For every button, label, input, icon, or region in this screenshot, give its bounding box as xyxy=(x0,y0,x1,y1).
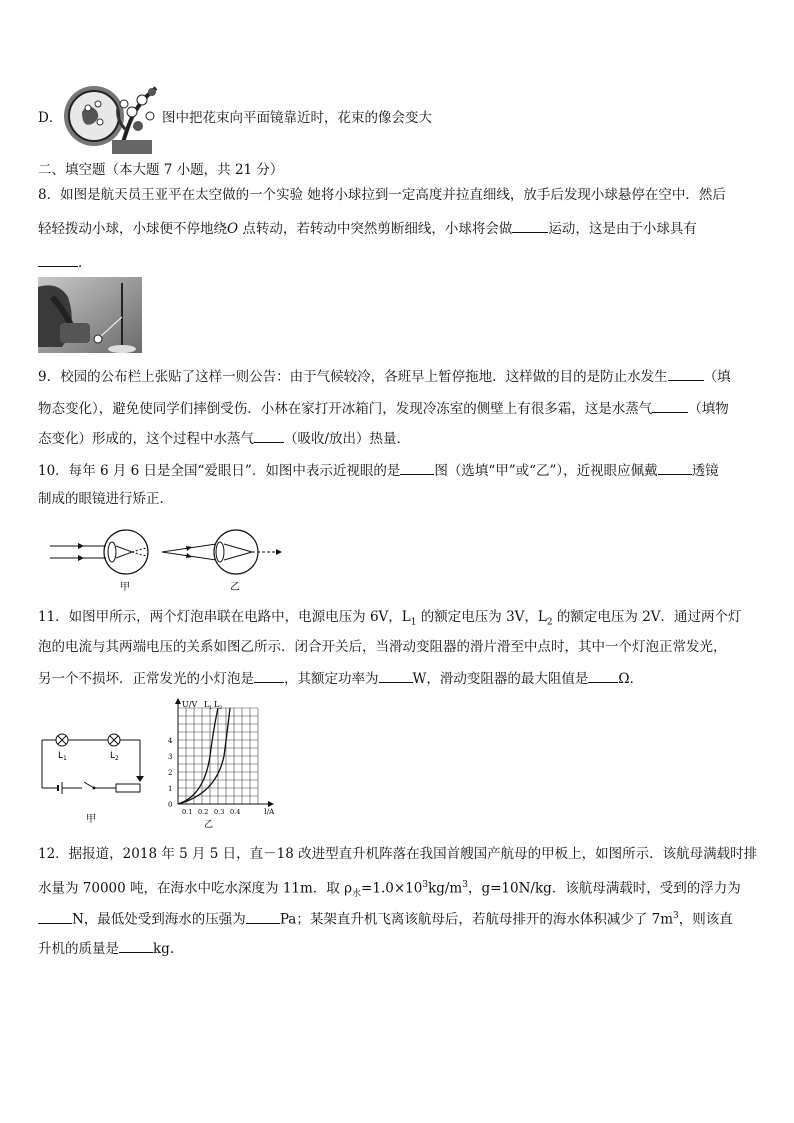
q10-line2: 制成的眼镜进行矫正． xyxy=(38,491,173,507)
eye-diagram-b xyxy=(162,530,282,593)
section-heading: 二、填空题（本大题 7 小题，共 21 分） xyxy=(38,162,284,178)
option-d xyxy=(38,109,62,127)
eye-label-b: 乙 xyxy=(230,582,240,593)
circuit-diagram xyxy=(38,726,158,826)
q12-blank-1[interactable] xyxy=(38,909,72,924)
q10-blank-1[interactable] xyxy=(400,460,434,475)
q12-blank-2[interactable] xyxy=(246,909,280,924)
eye-diagrams xyxy=(50,524,290,594)
q11-line2: 泡的电流与其两端电压的关系如图乙所示．闭合开关后，当滑动变阻器的滑片滑至中点时，其中一个灯泡正常发光， xyxy=(38,639,727,655)
svg-text:4: 4 xyxy=(168,737,173,745)
svg-text:0.1: 0.1 xyxy=(182,808,193,816)
q12-line1: 12．据报道，2018 年 5 月 5 日，直－18 改进型直升机阵落在我国首艘国产航母的甲板上，如图所示．该航母满载时排 xyxy=(38,846,758,862)
q12-line2: 水量为 70000 吨，在海水中吃水深度为 11m．取 $\rho_水=1.0\times 10^3kg/m^3$，g=10N/kg．该航母满载时，受到的浮力为 xyxy=(38,880,741,900)
q9-line1: 9．校园的公布栏上张贴了这样一则公告：由于气候较冷，各班早上暂停拖地．这样做的目的是防止水发生 （填 xyxy=(38,366,731,386)
graph-label: 乙 xyxy=(204,820,214,830)
q11-line3: 另一个不损坏．正常发光的小灯泡是 ，其额定功率为 W，滑动变阻器的最大阻值是 Ω． xyxy=(38,668,643,688)
q11-line1: 11．如图甲所示，两个灯泡串联在电路中，电源电压为 6V，$L_1$ 的额定电压为 3V，$L_2$ 的额定电压为 2V．通过两个灯 xyxy=(38,609,742,628)
rheostat-icon xyxy=(116,784,140,792)
q8-line2: 轻轻拨动小球，小球便不停地绕O 点转动，若转动中突然剪断细线，小球将会做 运动，这是由于小球具有 xyxy=(38,218,697,238)
option-d-text: 图中把花束向平面镜靠近时，花束的像会变大 xyxy=(162,110,432,126)
svg-text:2: 2 xyxy=(219,705,223,711)
svg-text:I/A: I/A xyxy=(264,808,275,816)
q10-line1: 10．每年 6 月 6 日是全国“爱眼日”．如图中表示近视眼的是 图（选填“甲”或“乙”），近视眼应佩戴 透镜 xyxy=(38,460,719,480)
point-o: O xyxy=(227,221,239,237)
svg-text:0.2: 0.2 xyxy=(198,808,209,816)
q11-blank-3[interactable] xyxy=(588,668,618,683)
q10-blank-2[interactable] xyxy=(658,460,692,475)
svg-text:L: L xyxy=(110,751,116,761)
svg-text:1: 1 xyxy=(209,705,213,711)
circuit-label: 甲 xyxy=(86,814,96,825)
q12-line4: 升机的质量是 kg. xyxy=(38,938,174,958)
svg-text:L: L xyxy=(214,700,220,709)
svg-text:1: 1 xyxy=(168,785,173,793)
q8-line1: 8．如图是航天员王亚平在太空做的一个实验 她将小球拉到一定高度并拉直细线，放手后发现小球悬停在空中．然后 xyxy=(38,187,726,203)
q9-line2: 物态变化），避免使同学们摔倒受伤．小林在家打开冰箱门，发现冷冻室的侧壁上有很多霜，这是水蒸气 （填物 xyxy=(38,398,729,418)
svg-text:U/V: U/V xyxy=(182,700,198,709)
svg-text:0: 0 xyxy=(168,801,173,809)
svg-text:L: L xyxy=(204,700,210,709)
svg-text:2: 2 xyxy=(115,755,119,762)
svg-text:L: L xyxy=(58,751,64,761)
q8-blank-2[interactable] xyxy=(38,252,78,267)
q9-blank-3[interactable] xyxy=(254,428,284,443)
flower-mirror-image xyxy=(62,82,160,154)
astronaut-photo xyxy=(38,277,142,353)
q9-blank-2[interactable] xyxy=(652,398,688,413)
svg-text:0.4: 0.4 xyxy=(230,808,241,816)
svg-text:1: 1 xyxy=(63,755,67,762)
q9-line3: 态变化）形成的，这个过程中水蒸气 （吸收/放出）热量． xyxy=(38,428,410,448)
iv-graph xyxy=(164,696,290,830)
svg-text:3: 3 xyxy=(168,753,173,761)
q11-blank-2[interactable] xyxy=(379,668,413,683)
q12-blank-3[interactable] xyxy=(119,938,153,953)
svg-text:0.3: 0.3 xyxy=(214,808,225,816)
q12-line3: N，最低处受到海水的压强为 Pa；某架直升机飞离该航母后，若航母排开的海水体积减少了 $7m^3$，则该直 xyxy=(38,907,733,929)
eye-label-a: 甲 xyxy=(120,582,130,593)
q8-blank-1[interactable] xyxy=(512,218,548,233)
svg-text:2: 2 xyxy=(168,769,173,777)
option-d-label: D． xyxy=(38,110,63,126)
q9-blank-1[interactable] xyxy=(668,366,704,381)
q8-line3: ． xyxy=(38,252,92,272)
eye-diagram-a xyxy=(50,530,148,593)
q11-blank-1[interactable] xyxy=(254,668,284,683)
switch-icon xyxy=(84,782,94,788)
